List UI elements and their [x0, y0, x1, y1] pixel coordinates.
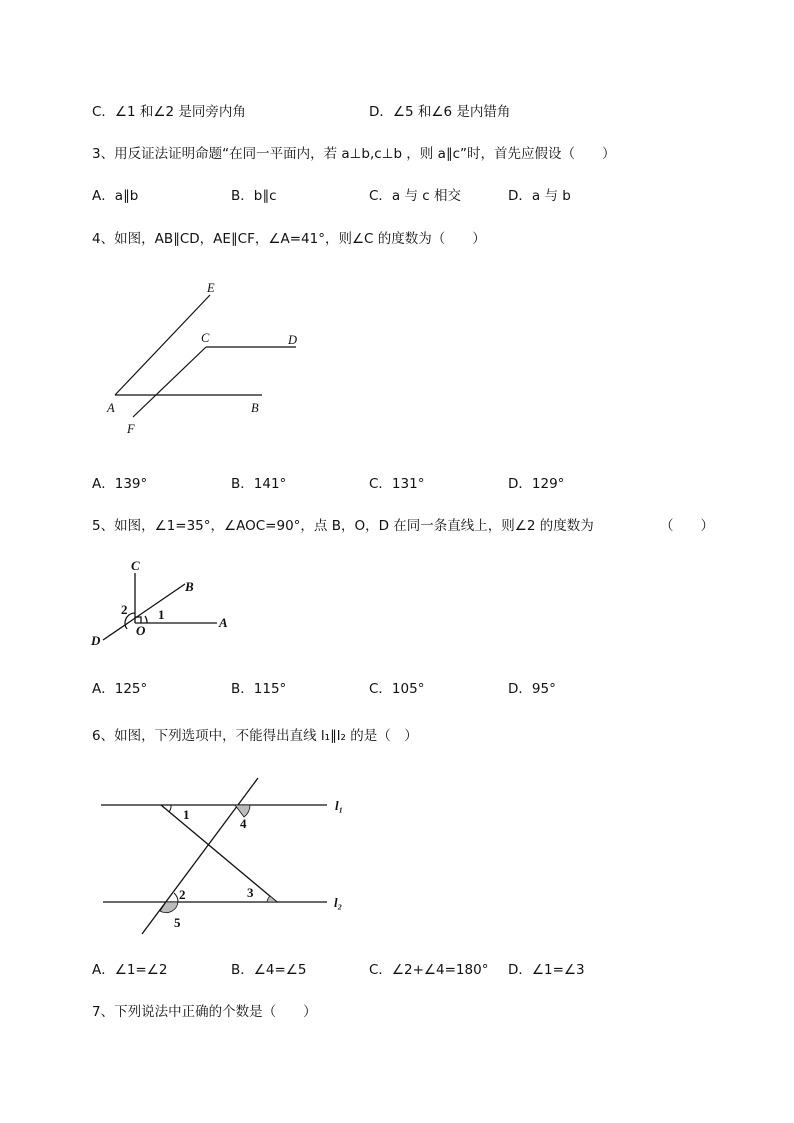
q6-option-a: A．∠1=∠2: [92, 962, 168, 978]
q5-option-d: D．95°: [508, 681, 556, 697]
q5-stem: 5、如图，∠1=35°，∠AOC=90°，点 B，O，D 在同一条直线上，则∠2 的度数为: [92, 518, 594, 534]
q4-label-d: D: [288, 333, 298, 347]
q2-option-d: D．∠5 和∠6 是内错角: [369, 104, 511, 120]
q6-label-5: 5: [174, 915, 181, 930]
q6-stem: 6、如图，下列选项中，不能得出直线 l₁∥l₂ 的是（ ）: [92, 728, 418, 744]
q6-label-4: 4: [240, 816, 247, 831]
q5-figure: [85, 555, 245, 655]
q6-arc-2: [174, 893, 178, 902]
q4-option-a: A．139°: [92, 476, 148, 492]
q2-option-c: C．∠1 和∠2 是同旁内角: [92, 104, 246, 120]
q4-label-f: F: [127, 422, 135, 436]
q5-label-2: 2: [121, 602, 128, 617]
q5-label-a: A: [219, 615, 228, 630]
q3-stem: 3、用反证法证明命题“在同一平面内，若 a⊥b,c⊥b ，则 a∥c”时，首先应假设（ ）: [92, 146, 616, 162]
q3-option-a: A．a∥b: [92, 188, 139, 204]
q6-label-2: 2: [179, 887, 186, 902]
q7-stem: 7、下列说法中正确的个数是（ ）: [92, 1004, 317, 1020]
q5-label-d: D: [91, 633, 101, 648]
q4-line-ae: [115, 295, 210, 395]
q5-label-c: C: [131, 558, 140, 573]
q6-label-l2: l₂: [334, 895, 343, 910]
q6-arc-3: [267, 896, 277, 902]
q6-label-l1: l₁: [335, 798, 344, 813]
q6-option-b: B．∠4=∠5: [231, 962, 307, 978]
q5-label-o: O: [136, 623, 146, 638]
q5-option-a: A．125°: [92, 681, 148, 697]
q4-figure: [100, 275, 320, 440]
q5-option-b: B．115°: [231, 681, 287, 697]
q3-option-d: D．a 与 b: [508, 188, 571, 204]
q4-option-b: B．141°: [231, 476, 287, 492]
q5-label-b: B: [185, 579, 194, 594]
q4-label-c: C: [201, 331, 210, 345]
q4-label-e: E: [207, 281, 215, 295]
q6-figure: [95, 770, 365, 940]
q4-stem: 4、如图，AB∥CD，AE∥CF，∠A=41°，则∠C 的度数为（ ）: [92, 231, 486, 247]
q4-label-a: A: [107, 401, 115, 415]
q3-option-c: C．a 与 c 相交: [369, 188, 461, 204]
q3-option-b: B．b∥c: [231, 188, 277, 204]
q4-line-fc: [133, 347, 206, 417]
q6-transversal-1: [142, 778, 258, 934]
q5-arc-1: [145, 616, 147, 623]
q4-label-b: B: [251, 401, 259, 415]
q6-option-d: D．∠1=∠3: [508, 962, 585, 978]
q5-label-1: 1: [158, 607, 165, 622]
q6-label-3: 3: [247, 885, 254, 900]
q4-option-d: D．129°: [508, 476, 565, 492]
q6-arc-5: [160, 902, 178, 913]
q6-option-c: C．∠2+∠4=180°: [369, 962, 489, 978]
q6-label-1: 1: [183, 807, 190, 822]
q4-option-c: C．131°: [369, 476, 425, 492]
q5-paren: （ ）: [660, 518, 714, 534]
q6-arc-1: [169, 805, 171, 812]
q5-option-c: C．105°: [369, 681, 425, 697]
